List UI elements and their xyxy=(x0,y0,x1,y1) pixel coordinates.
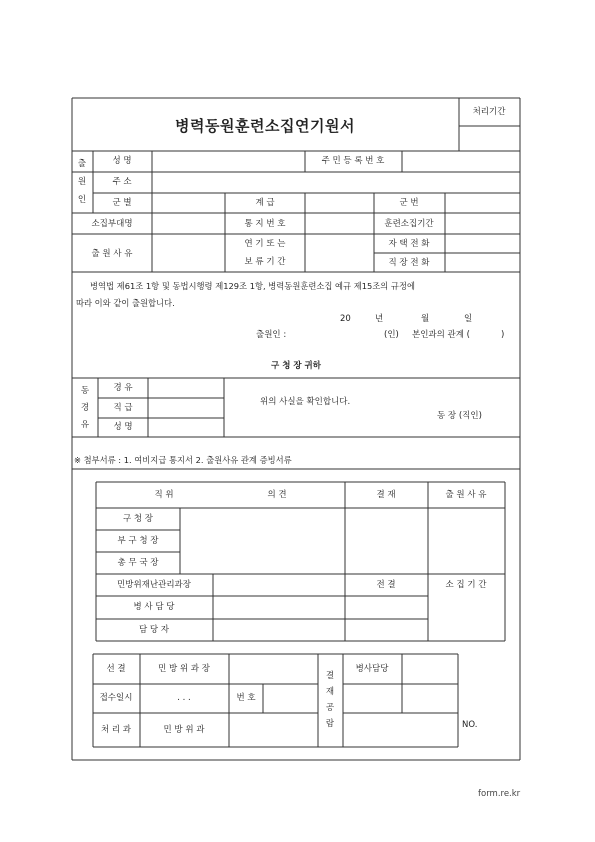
name-label: 성 명 xyxy=(112,156,132,166)
rank-label: 계 급 xyxy=(255,198,275,208)
form-title: 병력동원훈련소집연기원서 xyxy=(175,117,355,135)
number-label: 번 호 xyxy=(236,693,256,703)
dong-name-field[interactable] xyxy=(149,419,223,436)
postpone-label-line1: 연 기 또 는 xyxy=(244,239,286,249)
confirm-text: 위의 사실을 확인합니다. xyxy=(260,397,351,407)
home-phone-field[interactable] xyxy=(446,235,519,252)
row-vice-head: 부 구 청 장 xyxy=(117,536,159,546)
row-general-director: 총 무 국 장 xyxy=(117,558,159,568)
unit-field[interactable] xyxy=(153,214,224,233)
delegated-label: 전 결 xyxy=(376,580,396,590)
rrn-label: 주 민 등 록 번 호 xyxy=(321,156,385,166)
receipt-date-value: . . . xyxy=(177,693,191,703)
header-opinion: 의 견 xyxy=(267,490,287,500)
manager-opinion-field[interactable] xyxy=(214,575,344,640)
approval-side-3: 공 xyxy=(325,703,335,713)
applicant-side-label-3: 인 xyxy=(77,195,87,205)
row-district-head: 구 청 장 xyxy=(122,514,154,524)
date-year: 20 xyxy=(340,314,351,324)
date-month-unit: 월 xyxy=(421,314,430,324)
training-period-label: 훈련소집기간 xyxy=(384,219,434,229)
handler-value: 민 방 위 과 xyxy=(163,725,205,735)
reason-field[interactable] xyxy=(153,235,224,271)
no-label: NO. xyxy=(462,720,478,730)
work-phone-label: 직 장 전 화 xyxy=(388,258,430,268)
opinion-field[interactable] xyxy=(181,509,344,573)
relation-close: ) xyxy=(501,330,505,340)
source-footer: form.re.kr xyxy=(478,789,521,799)
call-period-field[interactable] xyxy=(429,597,504,640)
service-no-label: 군 번 xyxy=(399,198,419,208)
header-reason: 출 원 사 유 xyxy=(445,490,487,500)
declaration-line-1: 병역법 제61조 1항 및 동법시행령 제129조 1항, 병력동원훈련소집 예규 제15조의 규정에 xyxy=(90,281,415,291)
call-period-label: 소 집 기 간 xyxy=(445,580,487,590)
attachments-note: ※ 첨부서류 : 1. 여비지급 통지서 2. 출원사유 관계 증빙서류 xyxy=(74,455,292,465)
military-staff-label: 병사담당 xyxy=(355,664,389,674)
branch-label: 군 별 xyxy=(112,198,132,208)
approval-side-1: 결 xyxy=(325,671,335,681)
name-field[interactable] xyxy=(153,152,304,171)
dong-name-label: 성 명 xyxy=(113,422,133,432)
home-phone-label: 자 택 전 화 xyxy=(388,239,430,249)
date-day-unit: 일 xyxy=(464,314,473,324)
route-field[interactable] xyxy=(149,379,223,397)
notice-no-field[interactable] xyxy=(306,214,373,233)
approval-row-2-field[interactable] xyxy=(344,685,457,712)
row-civil-defense-manager: 민방위재난관리과장 xyxy=(117,580,191,590)
dong-position-field[interactable] xyxy=(149,399,223,417)
address-field[interactable] xyxy=(153,173,519,192)
dong-side-label-1: 동 xyxy=(80,386,90,396)
branch-field[interactable] xyxy=(153,194,224,212)
rank-field[interactable] xyxy=(306,194,373,212)
applicant-side-label-1: 출 xyxy=(77,159,87,169)
number-field[interactable] xyxy=(264,685,317,712)
declaration-line-2: 따라 이와 같이 출원합니다. xyxy=(76,298,175,308)
approval-signature-field[interactable] xyxy=(346,509,427,573)
training-period-field[interactable] xyxy=(446,214,519,233)
pre-approval-label: 선 결 xyxy=(106,664,126,674)
approval-row-3-field[interactable] xyxy=(344,714,457,746)
service-no-field[interactable] xyxy=(446,194,519,212)
rrn-field[interactable] xyxy=(403,152,519,171)
pre-approval-sign-field[interactable] xyxy=(230,655,317,683)
postpone-label-line2: 보 류 기 간 xyxy=(244,257,286,267)
addressee: 구 청 장 귀하 xyxy=(271,361,321,371)
dong-position-label: 직 급 xyxy=(113,403,133,413)
row-staff: 담 당 자 xyxy=(138,625,170,635)
reason-summary-field[interactable] xyxy=(429,509,504,573)
approval-side-4: 람 xyxy=(325,719,335,729)
seal-label: (인) xyxy=(384,330,399,340)
row-military-affairs: 병 사 담 당 xyxy=(133,602,175,612)
dong-side-label-3: 유 xyxy=(80,420,90,430)
header-position: 직 위 xyxy=(154,490,174,500)
dong-side-label-2: 경 xyxy=(80,403,90,413)
relation-label: 본인과의 관계 ( xyxy=(412,330,470,340)
reason-label: 출 원 사 유 xyxy=(91,249,133,259)
pre-approval-value: 민 방 위 과 장 xyxy=(158,664,210,674)
notice-no-label: 통 지 번 호 xyxy=(244,219,286,229)
delegated-signature-field[interactable] xyxy=(346,597,427,640)
applicant-side-label-2: 원 xyxy=(77,177,87,187)
postpone-period-field[interactable] xyxy=(306,235,373,271)
address-label: 주 소 xyxy=(112,177,132,187)
handler-sign-field[interactable] xyxy=(230,714,317,746)
chief-label: 동 장 (직인) xyxy=(437,411,482,421)
work-phone-field[interactable] xyxy=(446,254,519,271)
header-approval: 결 재 xyxy=(376,490,396,500)
handler-label: 처 리 과 xyxy=(100,725,132,735)
military-staff-sign-field[interactable] xyxy=(403,655,457,683)
approval-side-2: 재 xyxy=(325,687,335,697)
receipt-date-label: 접수일시 xyxy=(99,693,133,703)
unit-label: 소집부대명 xyxy=(91,219,133,229)
date-year-unit: 년 xyxy=(375,314,384,324)
route-label: 경 유 xyxy=(113,383,133,393)
applicant-sign-label: 출원인 : xyxy=(256,330,287,340)
processing-period-label: 처리기간 xyxy=(472,107,506,117)
